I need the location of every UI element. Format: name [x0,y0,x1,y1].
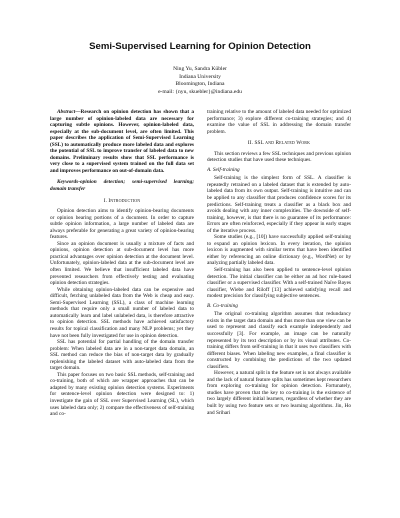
section-heading-introduction: I. Introduction [103,197,141,204]
related-intro: This section reviews a few SSL techniques and previous opinion detection studies that have used these techniques. [207,150,351,164]
abstract-lead: Abstract [57,109,76,115]
body-columns [50,109,351,509]
paper-title: Semi-Supervised Learning for Opinion Detection [89,41,311,52]
section-heading-related-work: II. SSL and Related Work [247,140,311,147]
author-names: Ning Yu, Sandra Kübler [173,66,227,72]
co-training-paragraph: The original co-training algorithm assumes that redundancy exists in the target data domain and thus more than one view can be used to represent and classify each example independently and successfully [3]. For example, an image can be naturally represented by its text description or by its visual attributes. Co-training differs from self-training in that it uses two classifiers with different biases. When labeling new examples, a final classifier is constructed by combining the predictions of the two updated classifiers. [207,311,351,370]
intro-paragraph: Opinion detection aims to identify opinion-bearing documents or opinion bearing portions of a document. In order to capture subtle opinion information, a large number of labeled data are always preferable for generating a great variety of opinion-bearing features. [50,208,194,241]
intro-paragraph: SSL has potential for partial handling of the domain transfer problem: When labeled data are in a non-target data domain, an SSL method can reduce the bias of non-target data by gradually replenishing the labeled dataset with auto-labeled data from the target domain. [50,339,194,372]
abstract-text: —Research on opinion detection has shown that a large number of opinion-labeled data are necessary for capturing subtle opinions. However, opinion-labeled data, especially at the sub-document level, are often limited. This paper describes the application of Semi-Supervised Learning (SSL) to automatically produce more labeled data and explores the potential of SSL to improve transfer of labeled data to new domains. Preliminary results show that SSL performance is very close to a supervised system trained on the full data set and improves performance on out-of-domain data. [50,109,194,174]
subsection-heading-self-training: A. Self-training [207,166,240,173]
left-column [50,109,194,509]
keywords-lead: Keywords-opinion detection; semi-supervised learning; domain transfer [50,179,194,193]
co-training-paragraph: However, a natural split in the feature set is not always available and the lack of natural feature splits has sometimes kept researchers from exploring co-training for opinion detection. Fortunately, studies have proven that the key to co-training is the existence of two largely different initial learners, regardless of whether they are built by using two feature sets or two learning algorithms. Jin, Ho and Srihari [207,370,351,416]
keywords [50,179,194,192]
subsection-heading-co-training: B. Co-training [207,302,238,309]
intro-paragraph: Since an opinion document is usually a mixture of facts and opinions, opinion detection at sub-document level has more practical advantages over opinion detection at the document level. Unfortunately, opinion-labeled data at the sub-document level are often limited. We believe that insufficient labeled data have prevented researchers from effectively testing and evaluating opinion detection strategies. [50,240,194,287]
intro-paragraph: This paper focuses on two basic SSL methods, self-training and co-training, both of which are wrapper approaches that can be adapted by many existing opinion detection systems. Experiments for sentence-level opinion detection were designed to: 1) investigate the gain of SSL over Supervised Learning (SL), which uses labeled data only; 2) compare the effectiveness of self-training and co- [50,371,194,418]
self-training-paragraph: Some studies (e.g., [10]) have successfully applied self-training to expand an opinion lexicon. In every iteration, the opinion lexicon is augmented with similar terms that have been identified either by referencing an online dictionary (e.g., WordNet) or by analyzing partially labeled data. [207,234,351,267]
abstract [50,109,194,174]
intro-continuation: training relative to the amount of labeled data needed for optimized performance; 3) explore different co-training strategies; and 4) examine the value of SSL in addressing the domain transfer problem. [207,109,351,135]
author-block [0,66,400,96]
author-affiliation: Indiana University [179,73,221,80]
self-training-paragraph: Self-training has also been applied to sentence-level opinion detection. The initial classifier can be either an ad hoc rule-based classifier or a supervised classifier. With a self-trained Naïve Bayes classifier, Wiebe and Riloff [13] achieved satisfying recall and modest precision for classifying subjective sentences. [207,267,351,300]
intro-paragraph: While obtaining opinion-labeled data can be expensive and difficult, fetching unlabeled data from the Web is cheap and easy. Semi-Supervised Learning (SSL), a class of machine learning methods that require only a small number of labeled data to automatically learn and label unlabeled data, is therefore attractive to opinion detection. SSL methods have achieved satisfactory results for topical classification and many NLP problems; yet they have not been fully investigated for use in opinion detection. [50,286,194,339]
right-column [207,109,351,509]
self-training-paragraph: Self-training is the simplest form of SSL. A classifier is repeatedly retrained on a labeled dataset that is extended by auto-labeled data from its own output. Self-training is intuitive and can be applied to any classifier that produces confidence scores for its predictions. Self-training treats a classifier as a black box and avoids dealing with any inner complexities. The downside of self-training, however, is that there is no guarantee of its performance: Errors are often reinforced, especially if they appear in early stages of the iterative process. [207,175,351,234]
author-email: e-mail: {nyu, skuebler}@indiana.edu [158,88,242,95]
author-location: Bloomington, Indiana [175,81,225,88]
